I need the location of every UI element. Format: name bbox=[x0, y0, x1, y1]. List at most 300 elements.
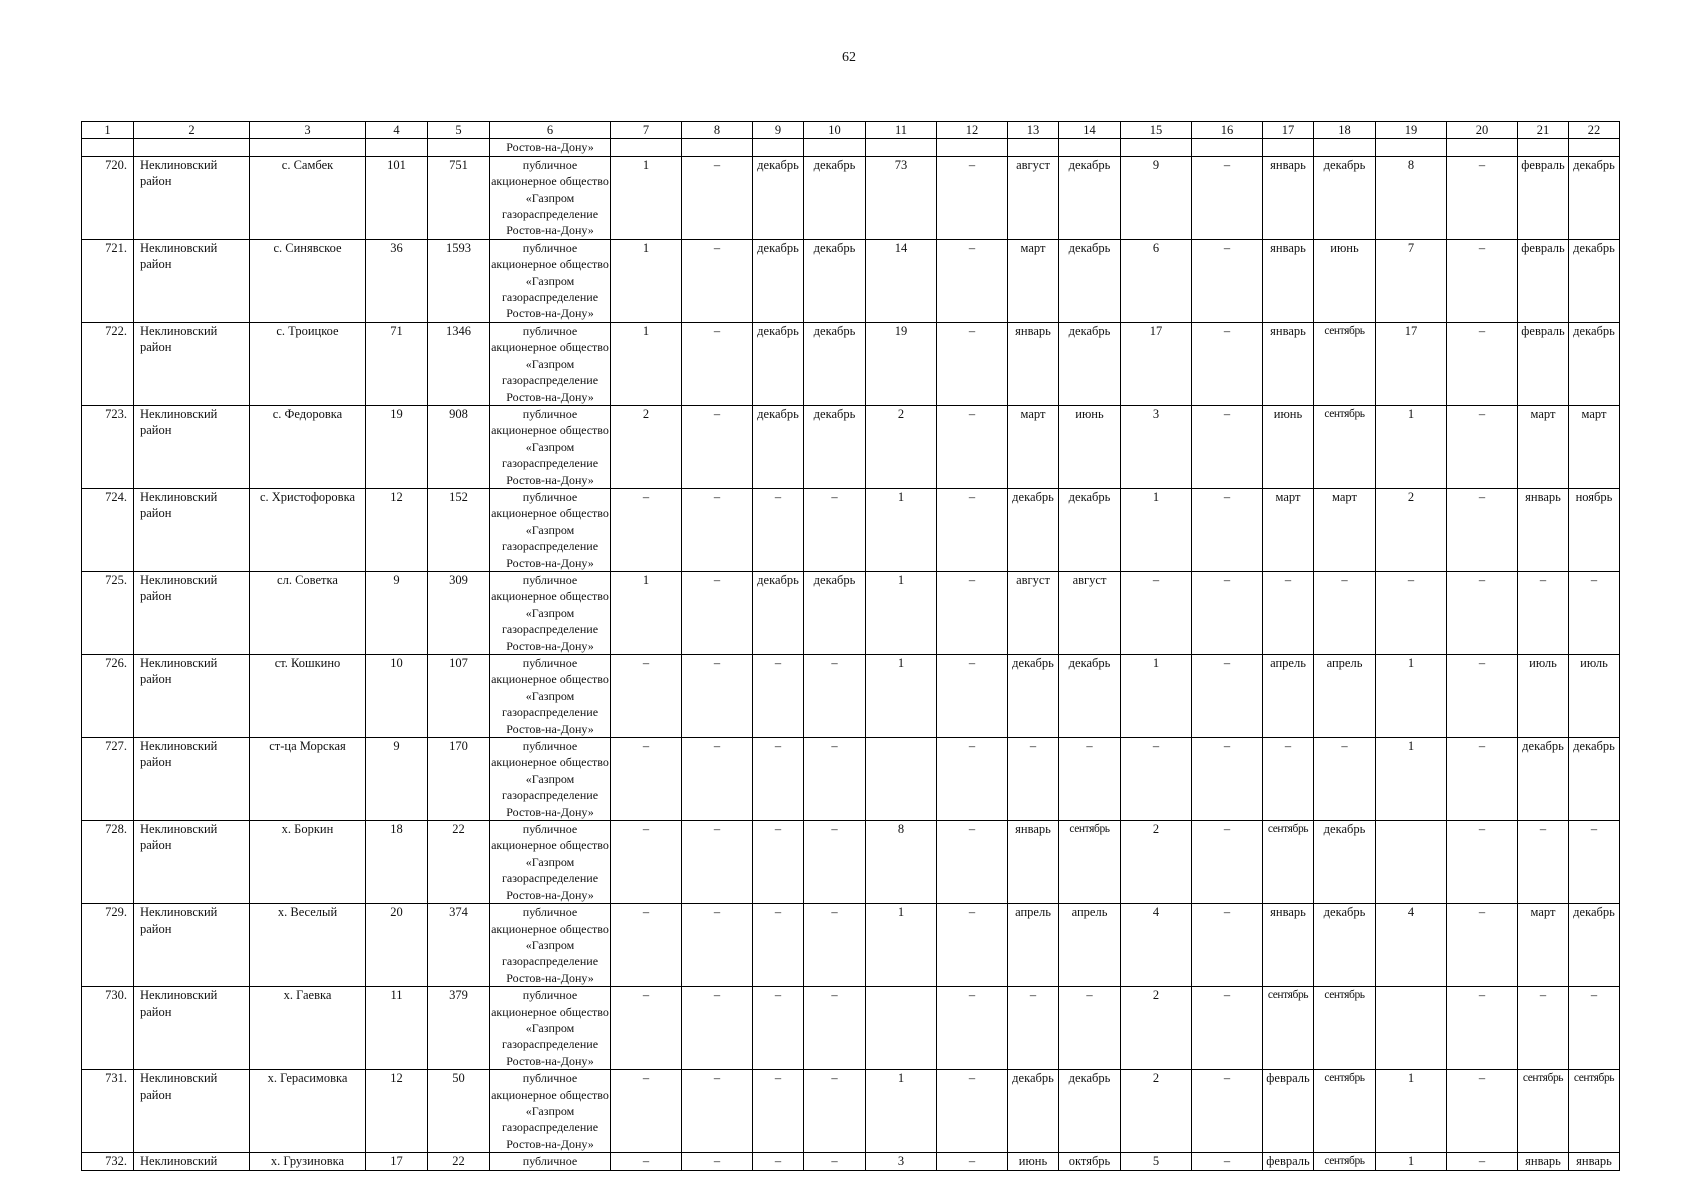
table-cell: декабрь bbox=[1314, 156, 1376, 239]
table-row bbox=[82, 139, 1620, 156]
table-cell: 19 bbox=[866, 322, 937, 405]
table-cell: публичное акционерное общество «Газпром газораспределение Ростов-на-Дону» bbox=[491, 489, 609, 570]
table-row bbox=[82, 1070, 1620, 1153]
table-cell: 71 bbox=[366, 322, 428, 405]
table-cell: январь bbox=[1263, 239, 1314, 322]
table-cell: – bbox=[937, 1153, 1008, 1170]
table-cell: март bbox=[1263, 488, 1314, 571]
table-cell: 4 bbox=[1376, 904, 1447, 987]
table-cell: публичное акционерное общество «Газпром газораспределение Ростов-на-Дону» bbox=[491, 157, 609, 238]
table-cell: 908 bbox=[428, 405, 490, 488]
table-cell: 1 bbox=[1121, 655, 1192, 738]
table-cell: 2 bbox=[1121, 1070, 1192, 1153]
table-cell: – bbox=[804, 987, 866, 1070]
table-cell bbox=[1008, 139, 1059, 156]
table-cell bbox=[134, 139, 250, 156]
table-cell: 50 bbox=[428, 1070, 490, 1153]
table-body bbox=[82, 139, 1620, 1170]
table-cell: – bbox=[937, 488, 1008, 571]
column-header: 2 bbox=[134, 122, 250, 139]
table-cell: 18 bbox=[366, 821, 428, 904]
table-cell: сентябрь bbox=[1263, 987, 1314, 1070]
table-cell: август bbox=[1059, 571, 1121, 654]
table-cell: 730. bbox=[82, 987, 134, 1070]
table-cell: 309 bbox=[428, 571, 490, 654]
table-cell: февраль bbox=[1263, 1070, 1314, 1153]
table-cell bbox=[866, 139, 937, 156]
table-cell bbox=[682, 139, 753, 156]
table-cell: апрель bbox=[1263, 655, 1314, 738]
column-header: 16 bbox=[1192, 122, 1263, 139]
table-row bbox=[82, 571, 1620, 654]
table-cell: – bbox=[1447, 156, 1518, 239]
table-cell: ноябрь bbox=[1569, 488, 1620, 571]
table-cell: 1 bbox=[611, 571, 682, 654]
table-cell: – bbox=[611, 488, 682, 571]
table-cell: публичное акционерное общество «Газпром газораспределение Ростов-на-Дону» bbox=[491, 988, 609, 1068]
table-cell: сентябрь bbox=[1314, 987, 1376, 1070]
table-cell: публичное акционерное общество «Газпром газораспределение Ростов-на-Дону» bbox=[491, 822, 609, 902]
table-cell: – bbox=[1263, 738, 1314, 821]
table-cell: – bbox=[753, 738, 804, 821]
table-cell: сентябрь bbox=[1314, 322, 1376, 405]
table-cell: март bbox=[1569, 405, 1620, 488]
table-cell: – bbox=[1518, 821, 1569, 904]
table-cell: – bbox=[611, 821, 682, 904]
column-header: 5 bbox=[428, 122, 490, 139]
table-cell: – bbox=[753, 987, 804, 1070]
table-cell: Неклиновский район bbox=[134, 239, 250, 322]
table-cell: Неклиновский район bbox=[134, 405, 250, 488]
table-cell: 5 bbox=[1121, 1153, 1192, 1170]
table-cell: декабрь bbox=[1314, 821, 1376, 904]
table-cell: декабрь bbox=[753, 239, 804, 322]
table-cell: 722. bbox=[82, 322, 134, 405]
table-row bbox=[82, 1153, 1620, 1170]
table-cell: 36 bbox=[366, 239, 428, 322]
table-row bbox=[82, 322, 1620, 405]
column-header: 19 bbox=[1376, 122, 1447, 139]
table-cell: февраль bbox=[1518, 156, 1569, 239]
table-cell: – bbox=[937, 156, 1008, 239]
table-cell: декабрь bbox=[1059, 239, 1121, 322]
table-cell: – bbox=[1192, 987, 1263, 1070]
table-cell: март bbox=[1314, 488, 1376, 571]
table-cell: 152 bbox=[428, 488, 490, 571]
table-cell: октябрь bbox=[1059, 1153, 1121, 1170]
table-cell: 12 bbox=[366, 488, 428, 571]
column-header: 17 bbox=[1263, 122, 1314, 139]
table-cell: 1346 bbox=[428, 322, 490, 405]
table-cell: январь bbox=[1263, 156, 1314, 239]
table-cell: – bbox=[1447, 904, 1518, 987]
table-cell: 8 bbox=[866, 821, 937, 904]
table-cell: сентябрь bbox=[1314, 1153, 1376, 1170]
table-cell: сл. Советка bbox=[250, 571, 366, 654]
table-cell bbox=[82, 139, 134, 156]
table-cell: – bbox=[1192, 1070, 1263, 1153]
table-row bbox=[82, 987, 1620, 1070]
table-cell: 12 bbox=[366, 1070, 428, 1153]
table-cell: – bbox=[1192, 1153, 1263, 1170]
table-cell: Неклиновский район bbox=[134, 1070, 250, 1153]
table-cell: 10 bbox=[366, 655, 428, 738]
table-cell: – bbox=[611, 738, 682, 821]
table-cell: 1 bbox=[1376, 655, 1447, 738]
table-cell: – bbox=[1192, 655, 1263, 738]
table-cell: декабрь bbox=[1059, 488, 1121, 571]
table-cell: 374 bbox=[428, 904, 490, 987]
table-cell: Ростов-на-Дону» bbox=[490, 139, 611, 156]
table-cell: 1593 bbox=[428, 239, 490, 322]
table-cell bbox=[804, 139, 866, 156]
table-cell: 728. bbox=[82, 821, 134, 904]
column-header: 7 bbox=[611, 122, 682, 139]
table-cell: февраль bbox=[1263, 1153, 1314, 1170]
table-cell: – bbox=[937, 904, 1008, 987]
table-cell: сентябрь bbox=[1059, 821, 1121, 904]
column-header: 20 bbox=[1447, 122, 1518, 139]
table-cell: 107 bbox=[428, 655, 490, 738]
table-cell: 726. bbox=[82, 655, 134, 738]
table-cell bbox=[866, 738, 937, 821]
table-cell: декабрь bbox=[753, 322, 804, 405]
table-cell: декабрь bbox=[1569, 239, 1620, 322]
table-cell: 9 bbox=[366, 571, 428, 654]
table-cell: – bbox=[1192, 239, 1263, 322]
table-cell: 721. bbox=[82, 239, 134, 322]
table-cell: публичное акционерное общество «Газпром газораспределение Ростов-на-Дону» bbox=[491, 739, 609, 819]
column-header: 8 bbox=[682, 122, 753, 139]
table-cell: декабрь bbox=[753, 156, 804, 239]
table-cell: – bbox=[1121, 571, 1192, 654]
table-cell: – bbox=[1059, 987, 1121, 1070]
table-cell bbox=[366, 139, 428, 156]
table-cell: – bbox=[1192, 488, 1263, 571]
table-cell: июнь bbox=[1059, 405, 1121, 488]
table-cell: – bbox=[682, 655, 753, 738]
table-cell: февраль bbox=[1518, 239, 1569, 322]
table-cell: ст-ца Морская bbox=[250, 738, 366, 821]
table-cell: декабрь bbox=[1569, 904, 1620, 987]
table-cell: март bbox=[1518, 904, 1569, 987]
table-cell: январь bbox=[1263, 322, 1314, 405]
table-cell: июнь bbox=[1263, 405, 1314, 488]
table-cell: 1 bbox=[611, 156, 682, 239]
table-cell: – bbox=[611, 1153, 682, 1170]
table-cell: – bbox=[937, 405, 1008, 488]
table-cell bbox=[1518, 139, 1569, 156]
table-header bbox=[82, 122, 1620, 139]
table-cell bbox=[1376, 821, 1447, 904]
table-cell: 2 bbox=[1376, 488, 1447, 571]
table-cell: – bbox=[682, 1153, 753, 1170]
table-cell: июль bbox=[1569, 655, 1620, 738]
table-cell: – bbox=[1192, 156, 1263, 239]
table-cell: публичное акционерное общество «Газпром газораспределение Ростов-на-Дону» bbox=[491, 572, 609, 653]
table-cell: – bbox=[1447, 821, 1518, 904]
table-cell: 7 bbox=[1376, 239, 1447, 322]
table-cell: 1 bbox=[611, 322, 682, 405]
table-cell: – bbox=[682, 322, 753, 405]
table-cell: 725. bbox=[82, 571, 134, 654]
table-cell: Неклиновский район bbox=[134, 156, 250, 239]
table-cell bbox=[428, 139, 490, 156]
page-number: 62 bbox=[842, 50, 856, 65]
table-cell: публичное bbox=[490, 1153, 611, 1170]
table-cell: 1 bbox=[866, 571, 937, 654]
table-row bbox=[82, 239, 1620, 322]
table-cell: декабрь bbox=[1314, 904, 1376, 987]
table-cell: – bbox=[1314, 571, 1376, 654]
table-cell: х. Боркин bbox=[250, 821, 366, 904]
column-header: 4 bbox=[366, 122, 428, 139]
table-cell: Неклиновский район bbox=[134, 655, 250, 738]
table-cell: январь bbox=[1008, 322, 1059, 405]
table-cell: публичное акционерное общество «Газпром газораспределение Ростов-на-Дону» bbox=[491, 1071, 609, 1151]
table-cell bbox=[1059, 139, 1121, 156]
table-cell: – bbox=[611, 904, 682, 987]
table-cell: – bbox=[1263, 571, 1314, 654]
table-cell: 14 bbox=[866, 239, 937, 322]
table-row bbox=[82, 738, 1620, 821]
table-row bbox=[82, 488, 1620, 571]
table-cell: – bbox=[1569, 571, 1620, 654]
table-cell: – bbox=[753, 904, 804, 987]
table-cell: – bbox=[1192, 322, 1263, 405]
table-cell: – bbox=[1447, 987, 1518, 1070]
table-cell: сентябрь bbox=[1314, 1070, 1376, 1153]
table-cell: 379 bbox=[428, 987, 490, 1070]
table-cell: 2 bbox=[1121, 821, 1192, 904]
table-cell: – bbox=[804, 655, 866, 738]
column-header: 12 bbox=[937, 122, 1008, 139]
table-cell: Неклиновский район bbox=[134, 738, 250, 821]
table-cell: – bbox=[1059, 738, 1121, 821]
table-cell: декабрь bbox=[1059, 1070, 1121, 1153]
table-cell: 9 bbox=[366, 738, 428, 821]
table-cell: публичное акционерное общество «Газпром газораспределение Ростов-на-Дону» bbox=[491, 240, 609, 321]
table-cell: – bbox=[1447, 571, 1518, 654]
table-cell: – bbox=[1447, 488, 1518, 571]
table-cell: Неклиновский район bbox=[134, 322, 250, 405]
table-cell: х. Герасимовка bbox=[250, 1070, 366, 1153]
table-cell: – bbox=[937, 987, 1008, 1070]
table-cell: 101 bbox=[366, 156, 428, 239]
table-cell: – bbox=[1447, 239, 1518, 322]
table-cell: декабрь bbox=[804, 322, 866, 405]
table-cell: ст. Кошкино bbox=[250, 655, 366, 738]
table-cell: – bbox=[682, 156, 753, 239]
table-cell: январь bbox=[1518, 1153, 1569, 1170]
table-cell: – bbox=[1518, 571, 1569, 654]
table-cell: публичное акционерное общество «Газпром газораспределение Ростов-на-Дону» bbox=[491, 656, 609, 736]
table-cell: август bbox=[1008, 156, 1059, 239]
table-cell: Неклиновский район bbox=[134, 571, 250, 654]
table-row bbox=[82, 904, 1620, 987]
table-cell: – bbox=[753, 1070, 804, 1153]
table-cell: публичное акционерное общество «Газпром газораспределение Ростов-на-Дону» bbox=[491, 406, 609, 487]
table-cell bbox=[753, 139, 804, 156]
table-cell: – bbox=[753, 821, 804, 904]
table-cell: март bbox=[1518, 405, 1569, 488]
table-cell: – bbox=[1121, 738, 1192, 821]
table-cell: Неклиновский район bbox=[134, 904, 250, 987]
table-cell: 6 bbox=[1121, 239, 1192, 322]
column-header: 3 bbox=[250, 122, 366, 139]
gas-register-table bbox=[81, 121, 1620, 1171]
table-cell: декабрь bbox=[804, 571, 866, 654]
table-cell bbox=[937, 139, 1008, 156]
table-cell: 1 bbox=[1376, 1153, 1447, 1170]
table-cell: 8 bbox=[1376, 156, 1447, 239]
table-cell: – bbox=[611, 1070, 682, 1153]
table-cell: 724. bbox=[82, 488, 134, 571]
table-cell: декабрь bbox=[1569, 738, 1620, 821]
table-cell: – bbox=[682, 821, 753, 904]
table-cell: апрель bbox=[1008, 904, 1059, 987]
column-header: 1 bbox=[82, 122, 134, 139]
table-cell: январь bbox=[1518, 488, 1569, 571]
table-cell: – bbox=[1569, 987, 1620, 1070]
table-row bbox=[82, 156, 1620, 239]
table-cell: 720. bbox=[82, 156, 134, 239]
table-cell: 2 bbox=[1121, 987, 1192, 1070]
table-cell: июль bbox=[1518, 655, 1569, 738]
table-cell: февраль bbox=[1518, 322, 1569, 405]
table-cell: – bbox=[1314, 738, 1376, 821]
table-cell bbox=[866, 987, 937, 1070]
column-number-row bbox=[82, 122, 1620, 139]
table-cell: 11 bbox=[366, 987, 428, 1070]
table-cell: – bbox=[937, 239, 1008, 322]
table-row bbox=[82, 821, 1620, 904]
table-cell: – bbox=[1192, 571, 1263, 654]
table-cell: Неклиновский район bbox=[134, 821, 250, 904]
table-cell: 751 bbox=[428, 156, 490, 239]
table-cell: х. Веселый bbox=[250, 904, 366, 987]
table-cell: декабрь bbox=[1518, 738, 1569, 821]
table-cell bbox=[250, 139, 366, 156]
table-cell: 1 bbox=[1376, 405, 1447, 488]
table-cell: – bbox=[804, 904, 866, 987]
table-cell: 732. bbox=[82, 1153, 134, 1170]
table-cell: – bbox=[611, 655, 682, 738]
table-cell: декабрь bbox=[804, 156, 866, 239]
table-cell bbox=[1447, 139, 1518, 156]
table-cell: – bbox=[937, 821, 1008, 904]
table-cell: – bbox=[753, 1153, 804, 1170]
table-cell: декабрь bbox=[804, 405, 866, 488]
table-cell: – bbox=[937, 571, 1008, 654]
table-cell: 1 bbox=[866, 488, 937, 571]
table-cell: декабрь bbox=[1008, 655, 1059, 738]
table-cell: 3 bbox=[866, 1153, 937, 1170]
table-cell: – bbox=[1192, 738, 1263, 821]
table-cell: – bbox=[1447, 655, 1518, 738]
table-cell: – bbox=[1569, 821, 1620, 904]
table-cell: с. Самбек bbox=[250, 156, 366, 239]
column-header: 18 bbox=[1314, 122, 1376, 139]
table-cell bbox=[1121, 139, 1192, 156]
table-cell: 1 bbox=[1121, 488, 1192, 571]
table-cell: декабрь bbox=[1569, 156, 1620, 239]
table-cell: – bbox=[753, 488, 804, 571]
table-cell: – bbox=[937, 1070, 1008, 1153]
table-cell: декабрь bbox=[1059, 322, 1121, 405]
table-cell: март bbox=[1008, 239, 1059, 322]
table-cell: – bbox=[804, 1070, 866, 1153]
table-cell: – bbox=[682, 1070, 753, 1153]
column-header: 15 bbox=[1121, 122, 1192, 139]
table-cell: 729. bbox=[82, 904, 134, 987]
table-cell: – bbox=[804, 488, 866, 571]
table-cell: 4 bbox=[1121, 904, 1192, 987]
table-cell: – bbox=[937, 322, 1008, 405]
table-cell: – bbox=[682, 987, 753, 1070]
table-cell: – bbox=[682, 405, 753, 488]
table-cell: 170 bbox=[428, 738, 490, 821]
table-cell: декабрь bbox=[1569, 322, 1620, 405]
table-cell: – bbox=[1008, 738, 1059, 821]
table-cell: х. Гаевка bbox=[250, 987, 366, 1070]
table-cell: апрель bbox=[1059, 904, 1121, 987]
table-cell: декабрь bbox=[804, 239, 866, 322]
table-cell: 22 bbox=[428, 1153, 490, 1170]
table-cell: с. Федоровка bbox=[250, 405, 366, 488]
table-cell: декабрь bbox=[1008, 1070, 1059, 1153]
column-header: 22 bbox=[1569, 122, 1620, 139]
table-cell: – bbox=[1192, 405, 1263, 488]
table-cell: – bbox=[1447, 1153, 1518, 1170]
table-cell: 22 bbox=[428, 821, 490, 904]
table-cell: – bbox=[1192, 904, 1263, 987]
table-cell: январь bbox=[1263, 904, 1314, 987]
table-cell: 723. bbox=[82, 405, 134, 488]
table-cell: март bbox=[1008, 405, 1059, 488]
column-header: 6 bbox=[490, 122, 611, 139]
column-header: 9 bbox=[753, 122, 804, 139]
table-cell: – bbox=[804, 821, 866, 904]
table-cell: апрель bbox=[1314, 655, 1376, 738]
table-cell: с. Троицкое bbox=[250, 322, 366, 405]
table-row bbox=[82, 655, 1620, 738]
table-cell: 17 bbox=[1376, 322, 1447, 405]
table-cell: – bbox=[937, 655, 1008, 738]
table-cell: 17 bbox=[1121, 322, 1192, 405]
table-cell: 2 bbox=[866, 405, 937, 488]
table-cell: – bbox=[937, 738, 1008, 821]
column-header: 14 bbox=[1059, 122, 1121, 139]
table-cell: август bbox=[1008, 571, 1059, 654]
table-cell: – bbox=[1376, 571, 1447, 654]
table-cell: – bbox=[753, 655, 804, 738]
table-cell bbox=[1569, 139, 1620, 156]
table-cell: декабрь bbox=[1059, 156, 1121, 239]
table-row bbox=[82, 405, 1620, 488]
table-cell: публичное акционерное общество «Газпром газораспределение Ростов-на-Дону» bbox=[491, 323, 609, 404]
table-cell: – bbox=[1518, 987, 1569, 1070]
table-cell bbox=[611, 139, 682, 156]
table-cell: – bbox=[804, 1153, 866, 1170]
table-cell: сентябрь bbox=[1263, 821, 1314, 904]
table-cell: январь bbox=[1008, 821, 1059, 904]
table-cell: 727. bbox=[82, 738, 134, 821]
table-cell: Неклиновский район bbox=[134, 987, 250, 1070]
table-cell: Неклиновский bbox=[134, 1153, 250, 1170]
table-cell: декабрь bbox=[753, 405, 804, 488]
column-header: 21 bbox=[1518, 122, 1569, 139]
